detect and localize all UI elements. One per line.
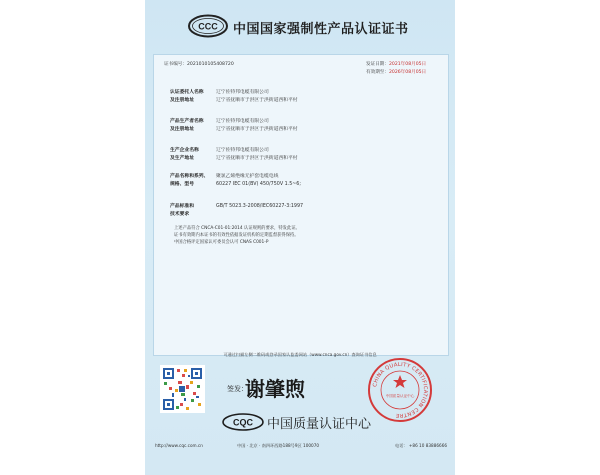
- seal-center-text: 中国质量认证中心: [385, 394, 415, 398]
- qr-code-icon: [160, 365, 205, 413]
- certificate: [145, 0, 455, 475]
- field-row: 产品标准和 GB/T 5023.3-2008/IEC60227-3:1997: [170, 204, 304, 209]
- footer-address: 中国 · 北京 · 南四环西路188号9区 100070: [237, 443, 320, 448]
- field-row: 产品名称和系列、 聚氯乙烯绝缘无护套电缆电线: [170, 174, 279, 179]
- field-row: 技术要求: [170, 212, 190, 217]
- official-seal: [367, 357, 433, 423]
- issue-date: 发证日期：2021年08月05日: [366, 62, 427, 67]
- signature-label: 签发：: [227, 385, 248, 393]
- footer-phone: 电话： +86 10 83886666: [395, 443, 448, 448]
- issuer-name: 中国质量认证中心: [267, 417, 372, 432]
- svg-text:CHINA QUALITY CERTIFICATION CE: [372, 362, 428, 418]
- field-row: 及注册地址 辽宁省抚顺市于洪区于洪街道西和平村: [170, 127, 298, 132]
- field-row: 认证委托人名称 辽宁佐特邦电缆有限公司: [170, 90, 269, 95]
- expiry-date: 有效期至：2026年08月05日: [366, 70, 427, 75]
- verification-text: 可通过扫描左侧二维码或登录国家认监委网站（www.cnca.gov.cn）查询证书信息: [223, 352, 377, 357]
- svg-text:CCC: CCC: [198, 21, 218, 32]
- svg-text:CQC: CQC: [233, 417, 253, 428]
- signature: [241, 374, 313, 402]
- seal-ring-text: CHINA QUALITY CERTIFICATION CENTRE: [372, 361, 429, 419]
- field-row: 规格、型号 60227 IEC 01(BV) 450/750V 1.5~6;: [170, 182, 301, 187]
- field-row: 生产企业名称 辽宁佐特邦电缆有限公司: [170, 148, 269, 153]
- certificate-body: [153, 54, 449, 356]
- field-row: 及注册地址 辽宁省抚顺市于洪区于洪街道西和平村: [170, 98, 298, 103]
- certificate-header: [145, 8, 455, 44]
- ccc-logo-icon: [187, 14, 229, 38]
- cqc-logo-icon: [221, 413, 265, 431]
- signature-name: 谢肇煦: [245, 377, 305, 401]
- field-row: 产品生产者名称 辽宁佐特邦电缆有限公司: [170, 119, 269, 124]
- certification-note: 上述产品符合 CNCA-C01-01:2014 认证规则的要求，特发此证。 证书有效期内本证书的有效性依据发证机构的定期监督获得保持。 中国合格评定国家认可委员会认可 CNAS C001-P: [174, 226, 300, 246]
- certificate-title: 中国国家强制性产品认证证书: [233, 22, 409, 37]
- field-row: 及生产地址 辽宁省抚顺市于洪区于洪街道西和平村: [170, 156, 298, 161]
- certificate-number: 证书编号：2021010105408720: [164, 62, 234, 67]
- footer-website: http://www.cqc.com.cn: [155, 443, 203, 448]
